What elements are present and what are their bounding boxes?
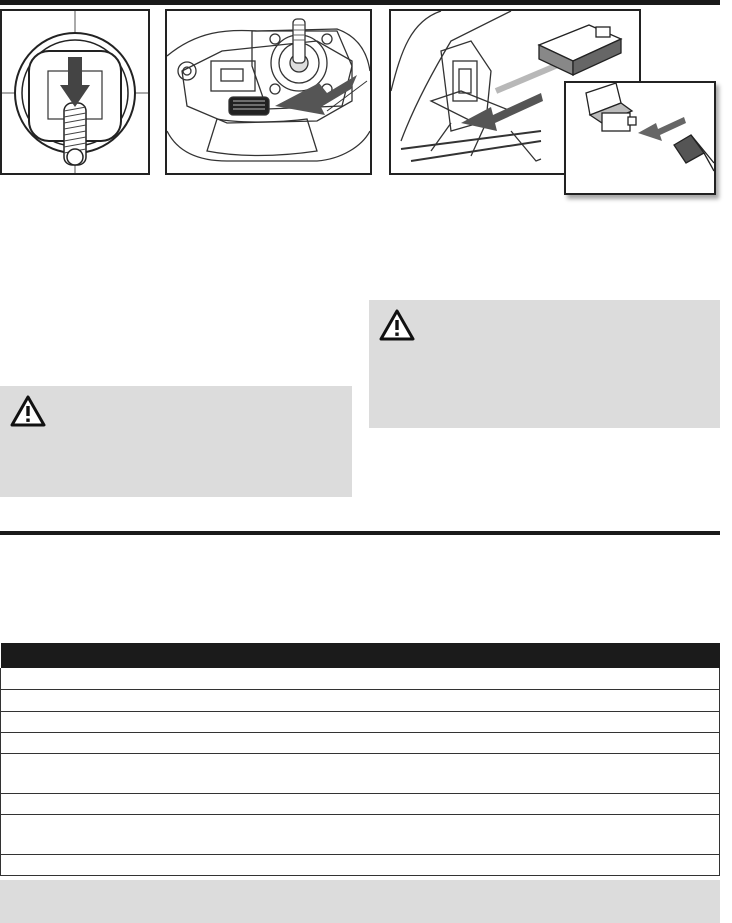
table-cell bbox=[1, 794, 720, 815]
figure-inset-connector bbox=[564, 81, 716, 195]
table-cell bbox=[1, 754, 720, 794]
table-row bbox=[1, 690, 720, 712]
table-row bbox=[1, 754, 720, 794]
table-row bbox=[1, 712, 720, 733]
table-row bbox=[1, 855, 720, 876]
figure-transmitter-switch bbox=[165, 9, 372, 175]
warning-triangle-icon bbox=[10, 394, 46, 428]
slide-arrow-icon bbox=[167, 11, 370, 173]
bottom-note-box bbox=[0, 880, 720, 923]
table-header-row bbox=[1, 643, 720, 668]
figure-bind-button bbox=[0, 9, 150, 175]
table-row bbox=[1, 815, 720, 855]
spec-table bbox=[0, 643, 720, 876]
table-cell bbox=[1, 855, 720, 876]
caution-box-left bbox=[0, 386, 352, 497]
table-row bbox=[1, 794, 720, 815]
bind-button-illustration bbox=[2, 11, 148, 173]
table-cell bbox=[1, 733, 720, 754]
table-cell bbox=[1, 815, 720, 855]
warning-triangle-icon bbox=[379, 308, 415, 342]
table-cell bbox=[1, 712, 720, 733]
top-rule bbox=[0, 0, 720, 5]
table-cell bbox=[1, 690, 720, 712]
table-row bbox=[1, 733, 720, 754]
table-row bbox=[1, 668, 720, 690]
table-cell bbox=[1, 668, 720, 690]
section-rule bbox=[0, 531, 720, 535]
connector-illustration bbox=[566, 83, 714, 193]
caution-box-right bbox=[369, 300, 720, 428]
